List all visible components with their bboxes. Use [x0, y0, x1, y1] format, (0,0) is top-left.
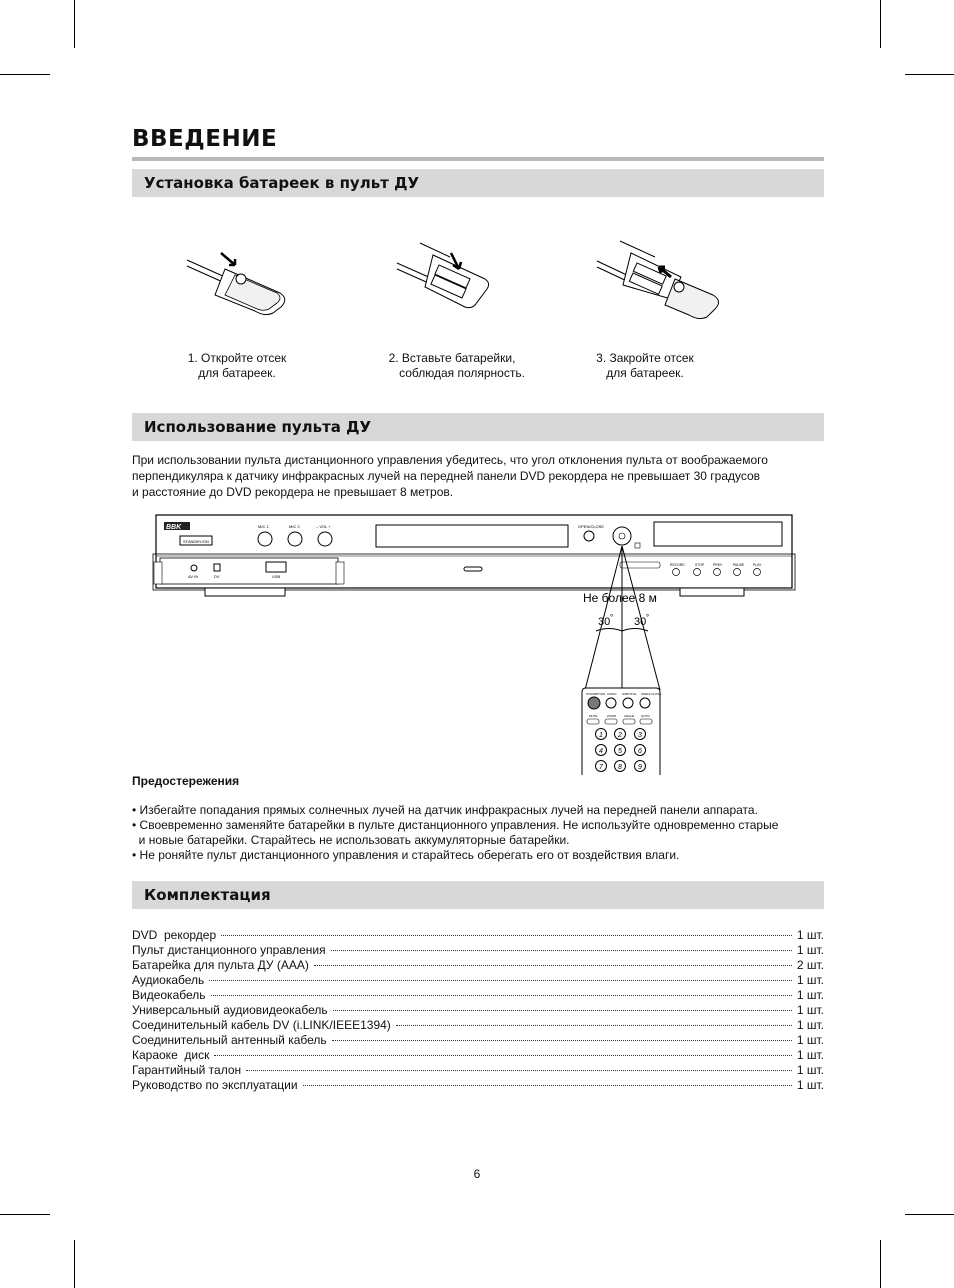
step-caption-line: соблюдая полярность.: [399, 366, 525, 380]
kit-item-qty: 1 шт.: [796, 973, 824, 987]
remote-key-9: 9: [638, 764, 642, 771]
battery-step-3-illustration: [595, 235, 725, 325]
battery-step-1-caption: [152, 351, 322, 381]
degree-mark: °: [610, 613, 614, 622]
mic1-jack: [258, 532, 272, 546]
leader-dots: [211, 995, 792, 996]
page-number: 6: [473, 1167, 481, 1181]
title-rule: [132, 157, 824, 161]
remote-key-4: 4: [599, 748, 603, 755]
remote-zoom-label: ZOOM: [607, 714, 616, 718]
degree-mark: °: [646, 613, 650, 622]
leader-dots: [314, 965, 792, 966]
list-item: [132, 988, 824, 1003]
brand-logo-text: BBK: [166, 524, 182, 531]
av-in-label: AV IN: [188, 574, 199, 579]
volume-knob: [318, 532, 332, 546]
battery-step-2-caption: [377, 351, 547, 381]
battery-step-2-illustration: [395, 235, 505, 315]
remote-open-close-label: OPEN/ CLOSE: [641, 692, 662, 696]
leader-dots: [209, 980, 792, 981]
leader-dots: [221, 935, 792, 936]
caution-item: • Избегайте попадания прямых солнечных лучей на датчик инфракрасных лучей на передней панели аппарата.: [132, 803, 758, 817]
list-item: [132, 1003, 824, 1018]
leader-dots: [332, 1040, 792, 1041]
paragraph-line: перпендикуляра к датчику инфракрасных лучей на передней панели DVD рекордера не превышает 30 градусов: [132, 469, 761, 483]
cautions-title: Предостережения: [132, 774, 240, 788]
kit-list: [132, 928, 824, 1093]
kit-item-name: Руководство по эксплуатации: [132, 1078, 298, 1092]
remote-key-7: 7: [599, 764, 603, 771]
kit-item-name: Соединительный кабель DV (i.LINK/IEEE1394): [132, 1018, 391, 1032]
crop-mark: [880, 1240, 881, 1288]
leader-dots: [333, 1010, 792, 1011]
remote-range-diagram: [150, 510, 800, 775]
kit-item-name: Видеокабель: [132, 988, 206, 1002]
list-item: [132, 1033, 824, 1048]
leader-dots: [303, 1085, 792, 1086]
section-header-batteries: [132, 169, 824, 197]
kit-item-name: DVD рекордер: [132, 928, 217, 942]
remote-use-paragraph: [132, 452, 824, 500]
crop-mark: [905, 74, 954, 75]
leader-dots: [331, 950, 792, 951]
kit-item-qty: 2 шт.: [796, 958, 824, 972]
kit-item-qty: 1 шт.: [796, 1048, 824, 1062]
kit-item-qty: 1 шт.: [796, 1063, 824, 1077]
play-label: PLAY: [753, 563, 762, 567]
crop-mark: [0, 74, 50, 75]
crop-mark: [880, 0, 881, 48]
standby-label: STANDBY/ON: [183, 539, 209, 544]
remote-key-5: 5: [618, 748, 622, 755]
remote-number-keys: [596, 729, 646, 772]
step-caption-line: 2. Вставьте батарейки,: [388, 351, 516, 365]
caution-item: • Не роняйте пульт дистанционного управления и старайтесь оберегать его от воздействия влаги.: [132, 848, 680, 862]
dv-port: [214, 564, 220, 571]
remote-standby-label: STANDBY/ON: [586, 692, 606, 696]
crop-mark: [74, 1240, 75, 1288]
crop-mark: [74, 0, 75, 48]
open-close-button: [584, 531, 594, 541]
crop-mark: [905, 1214, 954, 1215]
kit-item-qty: 1 шт.: [796, 928, 824, 942]
mic2-label: MIC 2: [289, 524, 300, 529]
crop-mark: [0, 1214, 50, 1215]
paragraph-line: и расстояние до DVD рекордера не превышает 8 метров.: [132, 485, 454, 499]
kit-item-name: Караоке диск: [132, 1048, 210, 1062]
battery-step-1-illustration: [185, 235, 295, 315]
remote-goto-label: GOTO: [641, 714, 650, 718]
mic2-jack: [288, 532, 302, 546]
step-caption-line: 3. Закройте отсек: [596, 351, 694, 365]
prev-label: PREV: [713, 563, 723, 567]
kit-item-name: Соединительный антенный кабель: [132, 1033, 327, 1047]
remote-mute-label: MUTE: [589, 714, 598, 718]
kit-item-name: Батарейка для пульта ДУ (ААА): [132, 958, 309, 972]
kit-item-qty: 1 шт.: [796, 943, 824, 957]
remote-standby-button: [588, 697, 600, 709]
angle-right-label: 30: [634, 616, 647, 628]
remote-subtitle-label: SUBTITLE: [622, 692, 637, 696]
kit-item-qty: 1 шт.: [796, 1078, 824, 1092]
usb-port: [266, 562, 286, 572]
section-header-remote-use: [132, 413, 824, 441]
battery-step-3-caption: [560, 351, 730, 381]
caution-item: и новые батарейки. Старайтесь не использовать аккумуляторные батарейки.: [132, 833, 570, 847]
list-item: [132, 1063, 824, 1078]
remote-key-8: 8: [618, 764, 622, 771]
step-caption-line: для батареек.: [606, 366, 684, 380]
list-item: [132, 1018, 824, 1033]
list-item: [132, 1048, 824, 1063]
section-title: Использование пульта ДУ: [144, 418, 372, 436]
kit-item-name: Аудиокабель: [132, 973, 205, 987]
mic1-label: MIC 1: [258, 524, 269, 529]
section-header-kit: [132, 881, 824, 909]
record-label: RECORD: [670, 563, 685, 567]
paragraph-line: При использовании пульта дистанционного управления убедитесь, что угол отклонения пульта от воображаемого: [132, 453, 768, 467]
kit-item-qty: 1 шт.: [796, 988, 824, 1002]
disc-tray: [376, 525, 568, 547]
step-caption-line: для батареек.: [198, 366, 276, 380]
page-title: ВВЕДЕНИЕ: [132, 126, 278, 152]
open-close-label: OPEN/CLOSE: [578, 524, 605, 529]
list-item: [132, 943, 824, 958]
leader-dots: [396, 1025, 792, 1026]
kit-item-name: Гарантийный талон: [132, 1063, 242, 1077]
kit-item-name: Универсальный аудиовидеокабель: [132, 1003, 328, 1017]
list-item: [132, 928, 824, 943]
kit-item-qty: 1 шт.: [796, 1018, 824, 1032]
kit-item-name: Пульт дистанционного управления: [132, 943, 326, 957]
vol-label: – VOL +: [316, 524, 331, 529]
list-item: [132, 1078, 824, 1093]
remote-angle-label: ANGLE: [624, 714, 635, 718]
list-item: [132, 973, 824, 988]
caution-item: • Своевременно заменяйте батарейки в пульте дистанционного управления. Не используйте одновременно старые: [132, 818, 779, 832]
kit-item-qty: 1 шт.: [796, 1003, 824, 1017]
dv-label: DV: [214, 574, 220, 579]
angle-left-label: 30: [598, 616, 611, 628]
pause-label: PAUSE: [733, 563, 745, 567]
usb-label: USB: [272, 574, 281, 579]
distance-label: Не более 8 м: [583, 591, 657, 605]
remote-key-1: 1: [599, 732, 603, 739]
leader-dots: [246, 1070, 792, 1071]
list-item: [132, 958, 824, 973]
remote-audio-label: AUDIO: [607, 692, 617, 696]
remote-key-3: 3: [638, 732, 642, 739]
av-in-jack: [191, 565, 197, 571]
remote-key-6: 6: [638, 748, 642, 755]
remote-key-2: 2: [618, 732, 622, 739]
step-caption-line: 1. Откройте отсек: [187, 351, 287, 365]
front-display: [654, 522, 782, 546]
stop-label: STOP: [695, 563, 705, 567]
section-title: Установка батареек в пульт ДУ: [144, 174, 420, 192]
section-title: Комплектация: [144, 886, 271, 904]
leader-dots: [214, 1055, 791, 1056]
kit-item-qty: 1 шт.: [796, 1033, 824, 1047]
